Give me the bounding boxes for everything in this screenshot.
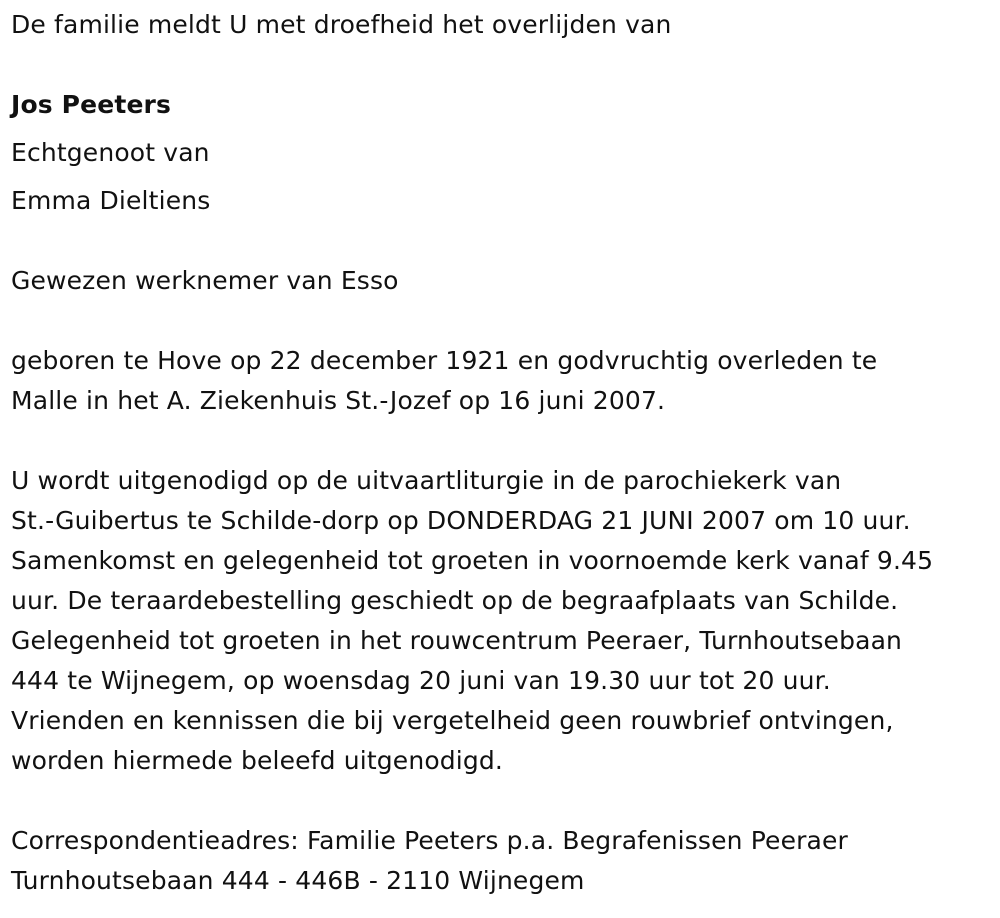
spouse-name: Emma Dieltiens [11,186,211,215]
ceremony-line-3: Samenkomst en gelegenheid tot groeten in voornoemde kerk vanaf 9.45 [11,546,934,575]
relation-text: Echtgenoot van [11,138,210,167]
ceremony-line-4: uur. De teraardebestelling geschiedt op de begraafplaats van Schilde. [11,586,899,615]
deceased-name: Jos Peeters [11,90,172,119]
occupation-text: Gewezen werknemer van Esso [11,266,399,295]
correspondence-line-2: Turnhoutsebaan 444 - 446B - 2110 Wijnegem [11,866,585,895]
birth-death-line-1: geboren te Hove op 22 december 1921 en godvruchtig overleden te [11,346,878,375]
ceremony-line-1: U wordt uitgenodigd op de uitvaartliturgie in de parochiekerk van [11,466,842,495]
ceremony-line-8: worden hiermede beleefd uitgenodigd. [11,746,504,775]
ceremony-line-5: Gelegenheid tot groeten in het rouwcentrum Peeraer, Turnhoutsebaan [11,626,903,655]
intro-text: De familie meldt U met droefheid het overlijden van [11,10,672,39]
birth-death-line-2: Malle in het A. Ziekenhuis St.-Jozef op 16 juni 2007. [11,386,666,415]
ceremony-line-7: Vrienden en kennissen die bij vergetelheid geen rouwbrief ontvingen, [11,706,894,735]
ceremony-line-6: 444 te Wijnegem, op woensdag 20 juni van 19.30 uur tot 20 uur. [11,666,831,695]
correspondence-line-1: Correspondentieadres: Familie Peeters p.a. Begrafenissen Peeraer [11,826,848,855]
ceremony-line-2: St.-Guibertus te Schilde-dorp op DONDERDAG 21 JUNI 2007 om 10 uur. [11,506,911,535]
